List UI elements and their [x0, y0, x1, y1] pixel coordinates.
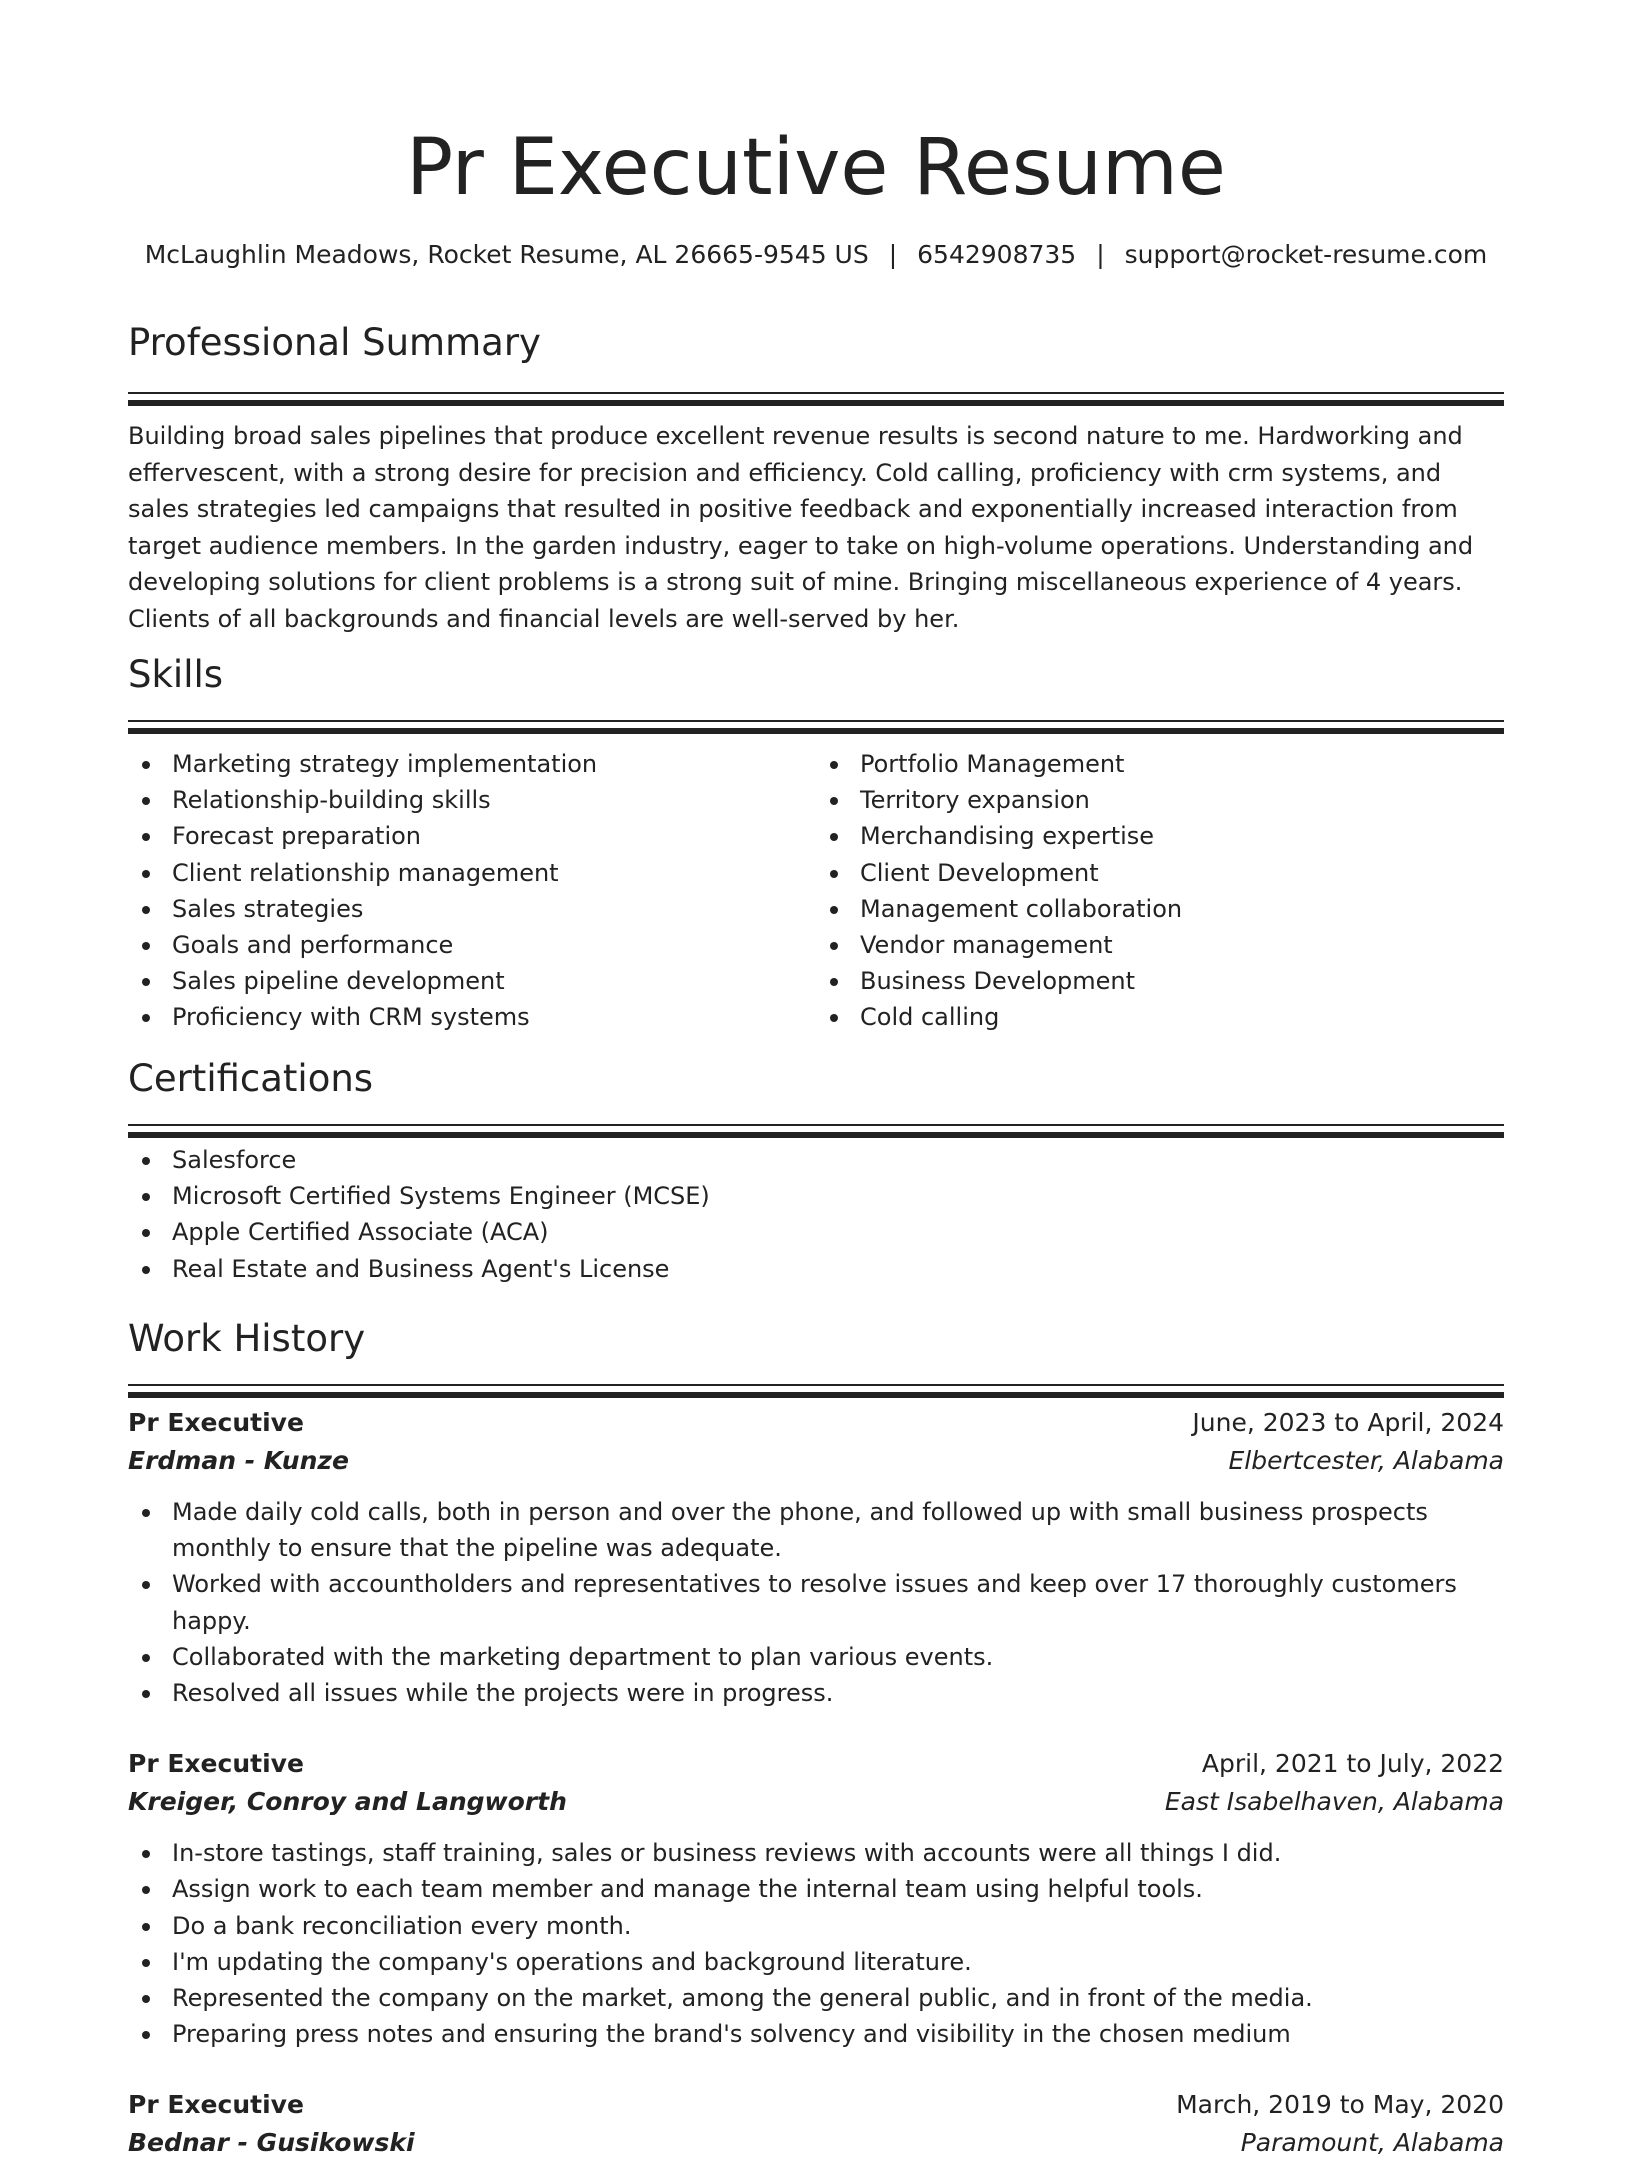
skills-heading: Skills	[128, 653, 224, 696]
certifications-section	[128, 1054, 1504, 1287]
job-bullets	[128, 1494, 1504, 1711]
skills-columns	[128, 746, 1504, 1036]
job-company: Erdman - Kunze	[128, 1446, 349, 1475]
job-bullet: Worked with accountholders and representatives to resolve issues and keep over 17 thoroughly customers happy.	[172, 1566, 1504, 1638]
job-entry	[128, 2086, 1504, 2162]
skill-item: Vendor management	[860, 927, 1504, 963]
contact-separator: |	[888, 240, 898, 269]
job-title: Pr Executive	[128, 2090, 304, 2120]
job-subheader	[128, 1442, 1504, 1480]
skill-item: Proficiency with CRM systems	[172, 999, 816, 1035]
job-title: Pr Executive	[128, 1408, 304, 1437]
job-bullet: Represented the company on the market, among the general public, and in front of the media.	[172, 1980, 1504, 2016]
contact-separator: |	[1096, 240, 1105, 269]
resume-title: Pr Executive Resume	[406, 123, 1226, 213]
resume-page	[128, 0, 1504, 2158]
skill-item: Management collaboration	[860, 891, 1504, 927]
skill-item: Merchandising expertise	[860, 818, 1504, 854]
skill-item: Relationship-building skills	[172, 782, 816, 818]
job-location: East Isabelhaven, Alabama	[1164, 1787, 1504, 1817]
job-bullet: In-store tastings, staff training, sales or business reviews with accounts were all things I did.	[172, 1835, 1504, 1871]
work-history-heading: Work History	[128, 1317, 366, 1360]
contact-address: McLaughlin Meadows, Rocket Resume, AL 26665-9545 US	[144, 240, 869, 269]
certification-item: Salesforce	[172, 1142, 1504, 1178]
summary-text: Building broad sales pipelines that produce excellent revenue results is second nature to me. Hardworking and effervescent, with a strong desire for precision and efficiency. Cold calling, proficiency with crm systems, and sales strategies led campaigns that resulted in positive feedback and exponentially increased interaction from target audience members. In the garden industry, eager to take on high-volume operations. Understanding and developing solutions for client problems is a strong suit of mine. Bringing miscellaneous experience of 4 years. Clients of all backgrounds and financial levels are well-served by her.	[128, 422, 1474, 633]
contact-phone: 6542908735	[917, 240, 1077, 269]
skill-item: Client Development	[860, 855, 1504, 891]
certification-item: Apple Certified Associate (ACA)	[172, 1214, 1504, 1250]
section-divider	[128, 392, 1504, 394]
certifications-heading: Certifications	[128, 1057, 374, 1100]
skill-item: Goals and performance	[172, 927, 816, 963]
job-header	[128, 2086, 1504, 2124]
job-company: Bednar - Gusikowski	[128, 2128, 415, 2158]
job-bullets	[128, 1835, 1504, 2052]
skill-item: Cold calling	[860, 999, 1504, 1035]
skill-item: Sales pipeline development	[172, 963, 816, 999]
section-divider	[128, 720, 1504, 722]
job-dates: April, 2021 to July, 2022	[1201, 1749, 1504, 1779]
skill-item: Territory expansion	[860, 782, 1504, 818]
job-header	[128, 1404, 1504, 1442]
skill-item: Client relationship management	[172, 855, 816, 891]
summary-heading: Professional Summary	[128, 321, 541, 364]
skill-item: Marketing strategy implementation	[172, 746, 816, 782]
certification-item: Real Estate and Business Agent's License	[172, 1251, 1504, 1287]
job-header	[128, 1745, 1504, 1783]
job-location: Paramount, Alabama	[1240, 2128, 1504, 2158]
section-divider	[128, 1124, 1504, 1126]
job-bullet: Do a bank reconciliation every month.	[172, 1908, 1504, 1944]
skill-item: Business Development	[860, 963, 1504, 999]
contact-line	[128, 237, 1504, 273]
section-divider	[128, 1384, 1504, 1386]
job-company: Kreiger, Conroy and Langworth	[128, 1787, 567, 1817]
job-bullet: I'm updating the company's operations and background literature.	[172, 1944, 1504, 1980]
job-entry	[128, 1745, 1504, 2052]
contact-email: support@rocket-resume.com	[1124, 240, 1488, 269]
job-location: Elbertcester, Alabama	[1228, 1446, 1504, 1475]
job-subheader	[128, 2124, 1504, 2162]
job-bullet: Made daily cold calls, both in person and over the phone, and followed up with small business prospects monthly to ensure that the pipeline was adequate.	[172, 1494, 1504, 1566]
skills-list-left	[128, 746, 816, 1036]
job-dates: June, 2023 to April, 2024	[1192, 1408, 1504, 1437]
work-history-section	[128, 1314, 1504, 2162]
skill-item: Sales strategies	[172, 891, 816, 927]
summary-section	[128, 318, 1504, 637]
job-title: Pr Executive	[128, 1749, 304, 1779]
skill-item: Portfolio Management	[860, 746, 1504, 782]
skills-section	[128, 650, 1504, 1036]
job-bullet: Preparing press notes and ensuring the brand's solvency and visibility in the chosen medium	[172, 2016, 1504, 2052]
certifications-list	[128, 1142, 1504, 1287]
job-dates: March, 2019 to May, 2020	[1176, 2090, 1504, 2120]
skill-item: Forecast preparation	[172, 818, 816, 854]
job-bullet: Assign work to each team member and manage the internal team using helpful tools.	[172, 1871, 1504, 1907]
skills-list-right	[816, 746, 1504, 1036]
job-bullet: Collaborated with the marketing department to plan various events.	[172, 1639, 1504, 1675]
job-entry	[128, 1404, 1504, 1711]
certification-item: Microsoft Certified Systems Engineer (MCSE)	[172, 1178, 1504, 1214]
job-subheader	[128, 1783, 1504, 1821]
job-bullet: Resolved all issues while the projects were in progress.	[172, 1675, 1504, 1711]
